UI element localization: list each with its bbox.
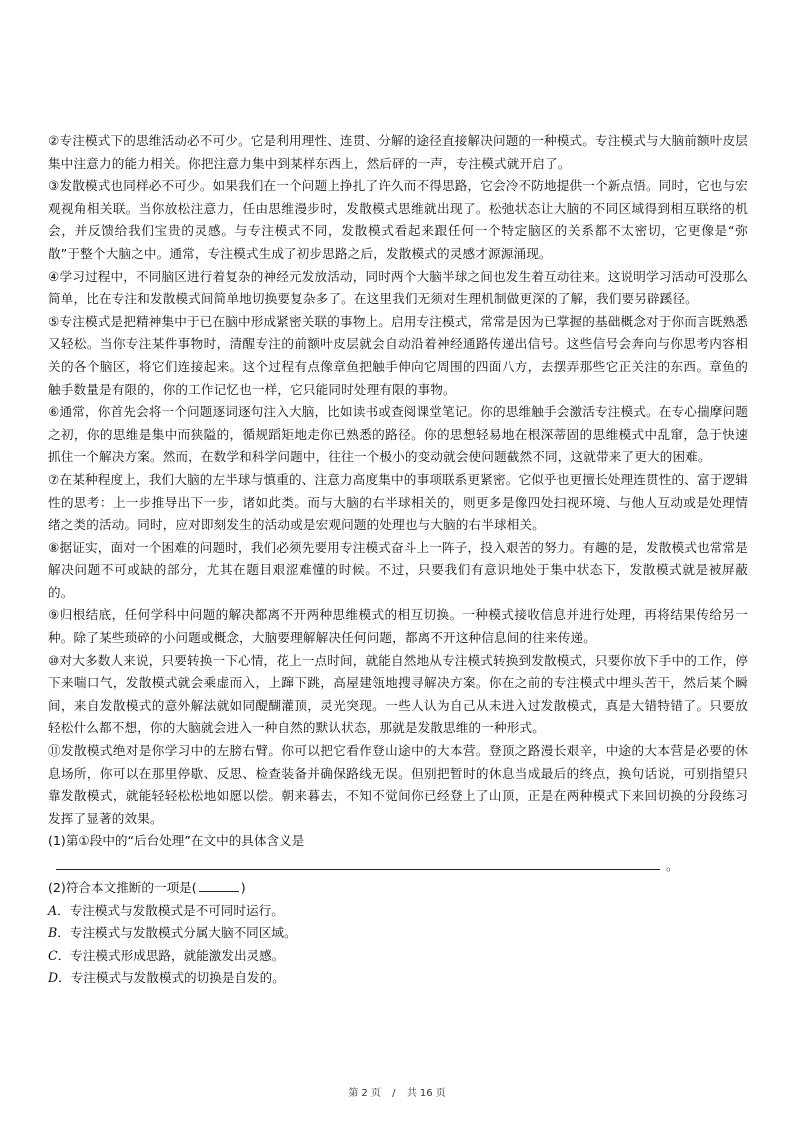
question-2-answer-blank[interactable] — [199, 879, 239, 892]
answer-underline — [56, 869, 660, 870]
option-letter: B — [48, 925, 58, 941]
page-separator: / — [392, 1088, 396, 1099]
option-letter: C — [48, 947, 58, 963]
paragraph-4: ④学习过程中，不同脑区进行着复杂的神经元发放活动，同时两个大脑半球之间也发生着互动往来。这说明学习活动可没那么简单，比在专注和发散模式间简单地切换要复杂多了。在这里我们无须对生理机制做更深的了解，我们要另辟蹊径。 — [48, 268, 748, 307]
question-1-prompt: (1)第①段中的“后台处理”在文中的具体含义是 — [48, 833, 305, 849]
paragraph-8: ⑧据证实，面对一个困难的问题时，我们必须先要用专注模式奋斗上一阵子，投入艰苦的努力。有趣的是，发散模式也常常是解决问题不可或缺的部分，尤其在题目艰涩难懂的时候。不过，只要我们有意识地处于集中状态下，发散模式就是被屏蔽的。 — [48, 539, 748, 600]
total-pages: 共 16 页 — [406, 1088, 446, 1099]
question-2-prompt-text: (2)符合本文推断的一项是( — [48, 880, 197, 895]
option-letter: A — [48, 902, 58, 918]
paragraph-3: ③发散模式也同样必不可少。如果我们在一个问题上挣扎了许久而不得思路，它会冷不防地提供一个新点悟。同时，它也与宏观视角相关联。当你放松注意力，任由思维漫步时，发散模式思维就出现了。松弛状态让大脑的不同区域得到相互联络的机会，并反馈给我们宝贵的灵感。与专注模式不同，发散模式看起来跟任何一个特定脑区的关系都不太密切，它更像是“弥散”于整个大脑之中。通常，专注模式生成了初步思路之后，发散模式的灵感才源源涌现。 — [48, 178, 748, 261]
question-2-prompt — [48, 877, 748, 900]
paragraph-2: ②专注模式下的思维活动必不可少。它是利用理性、连贯、分解的途径直接解决问题的一种模式。专注模式与大脑前额叶皮层集中注意力的能力相关。你把注意力集中到某样东西上，然后砰的一声，专注模式就开启了。 — [48, 133, 748, 171]
option-b[interactable] — [48, 922, 748, 945]
page-footer — [0, 1084, 794, 1099]
paragraph-5: ⑤专注模式是把精神集中于已在脑中形成紧密关联的事物上。启用专注模式，常常是因为已掌握的基础概念对于你而言既熟悉又轻松。当你专注某件事物时，清醒专注的前额叶皮层就会自动沿着神经通路传递出信号。这些信号会奔向与你思考内容相关的各个脑区，将它们连接起来。这个过程有点像章鱼把触手伸向它周围的四面八方，去摆弄那些它正关注的东西。章鱼的触手数量是有限的，你的工作记忆也一样，它只能同时处理有限的事物。 — [48, 313, 748, 397]
question-1-answer-line[interactable] — [48, 853, 748, 877]
document-body — [48, 130, 748, 990]
paragraph-9: ⑨归根结底，任何学科中问题的解决都离不开两种思维模式的相互切换。一种模式接收信息并进行处理，再将结果传给另一种。除了某些琐碎的小问题或概念，大脑要理解解决任何问题，都离不开这种信息间的往来传递。 — [48, 607, 748, 646]
option-text: ．专注模式形成思路，就能激发出灵感。 — [57, 947, 285, 963]
option-a[interactable] — [48, 900, 748, 923]
option-text: ．专注模式与发散模式是不可同时运行。 — [57, 902, 284, 918]
paragraph-7: ⑦在某种程度上，我们大脑的左半球与慎重的、注意力高度集中的事项联系更紧密。它似乎也更擅长处理连贯性的、富于逻辑性的思考：上一步推导出下一步，诸如此类。而与大脑的右半球相关的，则更多是像四处扫视环境、与他人互动或是处理情绪之类的活动。同时，应对即刻发生的活动或是宏观问题的处理也与大脑的右半球相关。 — [48, 471, 748, 533]
paragraph-6: ⑥通常，你首先会将一个问题逐词逐句注入大脑，比如读书或查阅课堂笔记。你的思维触手会激活专注模式。在专心揣摩问题之初，你的思维是集中而狭隘的，循规蹈矩地走你已熟悉的路径。你的思想轻易地在根深蒂固的思维模式中乱窜，急于快速抓住一个解决方案。然而，在数学和科学问题中，往往一个极小的变动就会使问题截然不同，这就带来了更大的困难。 — [48, 404, 748, 465]
option-c[interactable] — [48, 945, 748, 968]
option-text: ．专注模式与发散模式的切换是自发的。 — [58, 970, 285, 986]
option-d[interactable] — [48, 967, 748, 990]
paragraph-11: ⑪发散模式绝对是你学习中的左膀右臂。你可以把它看作登山途中的大本营。登顶之路漫长艰辛，中途的大本营是必要的休息场所，你可以在那里停歇、反思、检查装备并确保路线无误。但别把暂时的休息当成最后的终点，换句话说，可别指望只靠发散模式，就能轻轻松松地如愿以偿。朝来暮去，不知不觉间你已经登上了山顶，正是在两种模式下来回切换的分段练习发挥了显著的效果。 — [48, 743, 748, 826]
option-letter: D — [48, 970, 59, 986]
paragraph-10: ⑩对大多数人来说，只要转换一下心情，花上一点时间，就能自然地从专注模式转换到发散模式，只要你放下手中的工作，停下来喘口气，发散模式就会乘虚而入，上蹿下跳，高屋建瓴地搜寻解决方案。你在之前的专注模式中埋头苦干，然后某个瞬间，来自发散模式的意外解法就如同醍醐灌顶，灵光突现。一些人认为自己从未进入过发散模式，真是大错特错了。只要放轻松什么都不想，你的大脑就会进入一种自然的默认状态，那就是发散思维的一种形式。 — [48, 652, 748, 736]
question-2-prompt-close: ) — [240, 880, 246, 895]
option-text: ．专注模式与发散模式分属大脑不同区域。 — [57, 925, 297, 941]
answer-end-mark: 。 — [666, 858, 679, 873]
current-page: 第 2 页 — [348, 1088, 381, 1099]
